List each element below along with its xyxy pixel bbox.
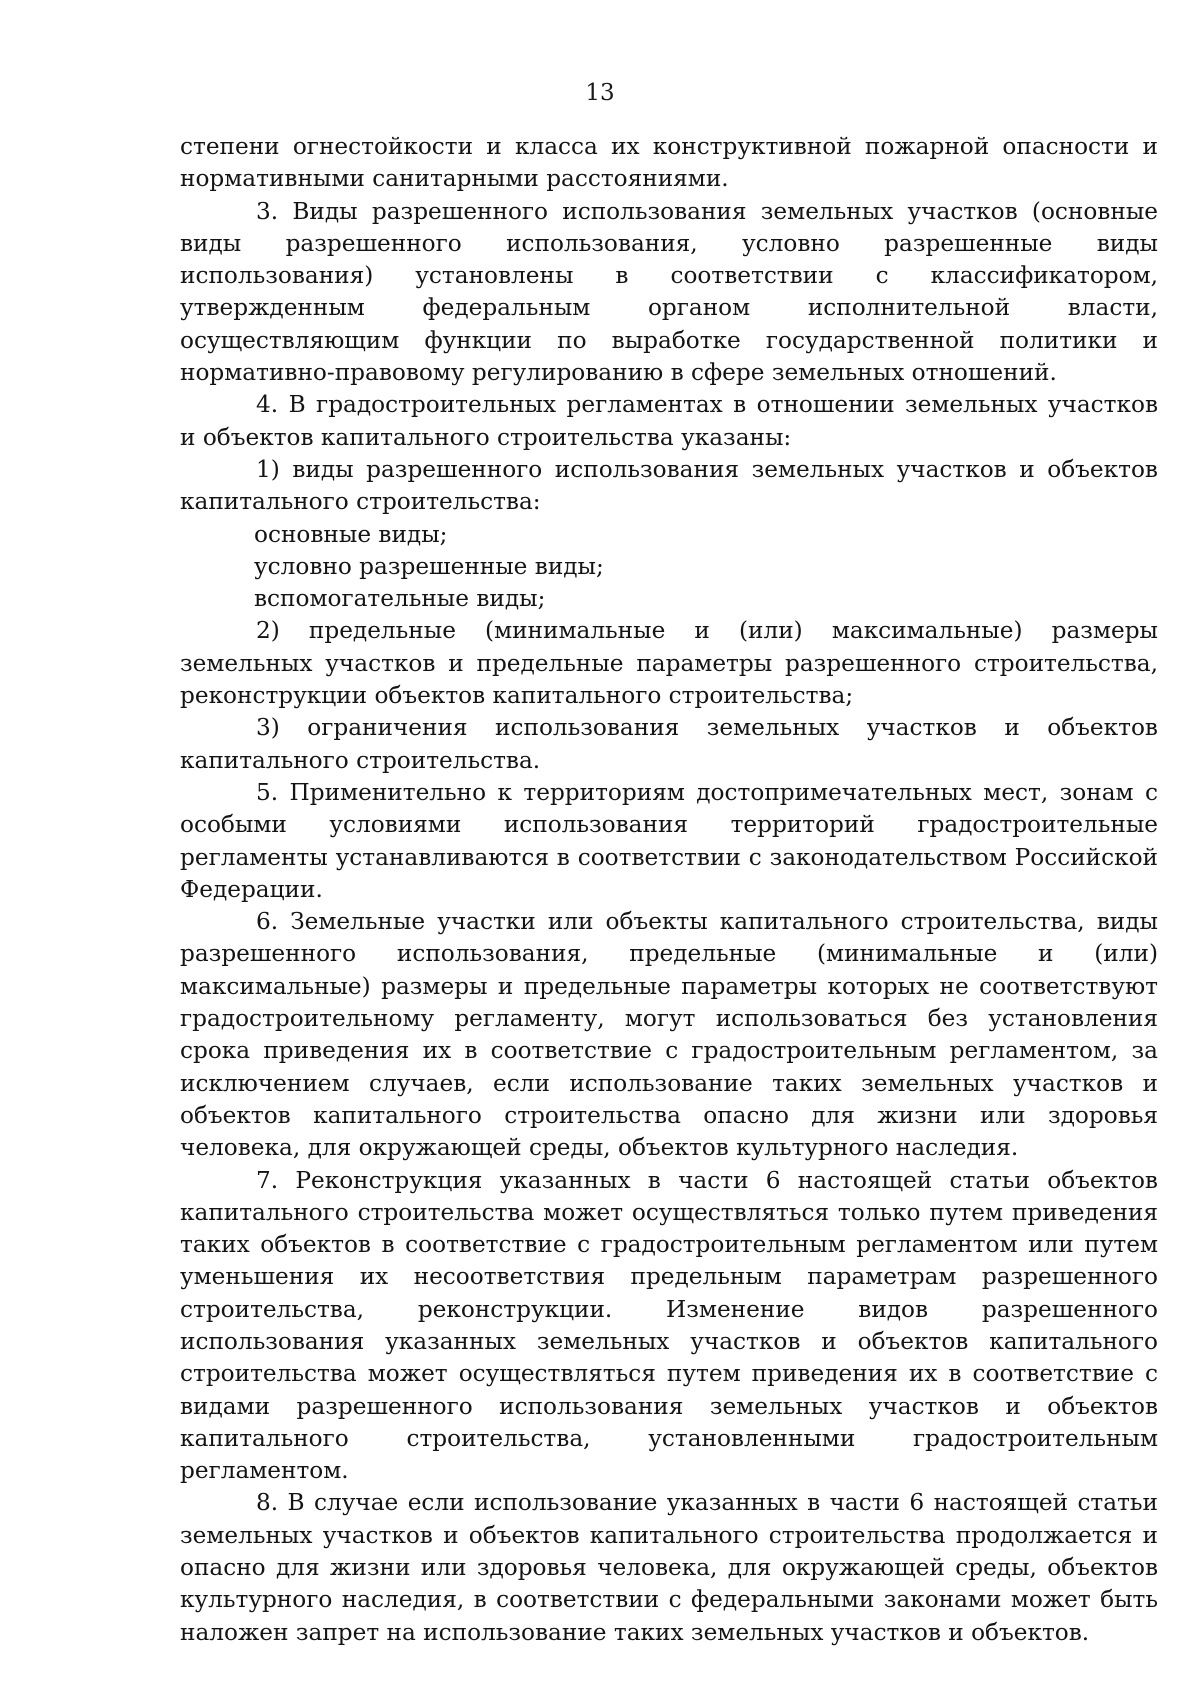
- paragraph-item-7: 7. Реконструкция указанных в части 6 настоящей статьи объектов капитального строительства может осуществляться только путем приведения таких объектов в соответствие с градостроительным регламентом или путем уменьшения их несоответствия предельным параметрам разрешенного строительства, реконструкции. Изменение видов разрешенного использования указанных земельных участков и объектов капитального строительства может осуществляться путем приведения их в соответствие с видами разрешенного использования земельных участков и объектов капитального строительства, установленными градостроительным регламентом.: [180, 1166, 1158, 1485]
- paragraph-continuation: степени огнестойкости и класса их конструктивной пожарной опасности и нормативными санитарными расстояниями.: [180, 133, 1158, 193]
- paragraph-item-8: 8. В случае если использование указанных в части 6 настоящей статьи земельных участков и объектов капитального строительства продолжается и опасно для жизни или здоровья человека, для окружающей среды, объектов культурного наследия, в соответствии с федеральными законами может быть наложен запрет на использование таких земельных участков и объектов.: [180, 1489, 1158, 1646]
- paragraph-item-4: 4. В градостроительных регламентах в отношении земельных участков и объектов капитального строительства указаны:: [180, 391, 1158, 451]
- list-line-main-types: основные виды;: [254, 520, 448, 548]
- document-body: [180, 131, 1158, 1649]
- paragraph-item-3: 3. Виды разрешенного использования земельных участков (основные виды разрешенного использования, условно разрешенные виды использования) установлены в соответствии с классификатором, утвержденным федеральным органом исполнительной власти, осуществляющим функции по выработке государственной политики и нормативно-правовому регулированию в сфере земельных отношений.: [180, 197, 1158, 387]
- list-line-auxiliary-types: вспомогательные виды;: [254, 585, 546, 613]
- subitem-1: 1) виды разрешенного использования земельных участков и объектов капитального строительства:: [180, 455, 1158, 516]
- paragraph-item-6: 6. Земельные участки или объекты капитального строительства, виды разрешенного использования, предельные (минимальные и (или) максимальные) размеры и предельные параметры которых не соответствуют градостроительному регламенту, могут использоваться без установления срока приведения их в соответствие с градостроительным регламентом, за исключением случаев, если использование таких земельных участков и объектов капитального строительства опасно для жизни или здоровья человека, для окружающей среды, объектов культурного наследия.: [180, 908, 1158, 1162]
- list-line-conditional-types: условно разрешенные виды;: [254, 552, 604, 580]
- subitem-3: 3) ограничения использования земельных участков и объектов капитального строительства.: [180, 714, 1158, 774]
- page-number: 13: [585, 80, 615, 106]
- paragraph-item-5: 5. Применительно к территориям достопримечательных мест, зонам с особыми условиями использования территорий градостроительные регламенты устанавливаются в соответствии с законодательством Российской Федерации.: [180, 778, 1158, 903]
- subitem-2: 2) предельные (минимальные и (или) максимальные) размеры земельных участков и предельные параметры разрешенного строительства, реконструкции объектов капитального строительства;: [180, 617, 1158, 710]
